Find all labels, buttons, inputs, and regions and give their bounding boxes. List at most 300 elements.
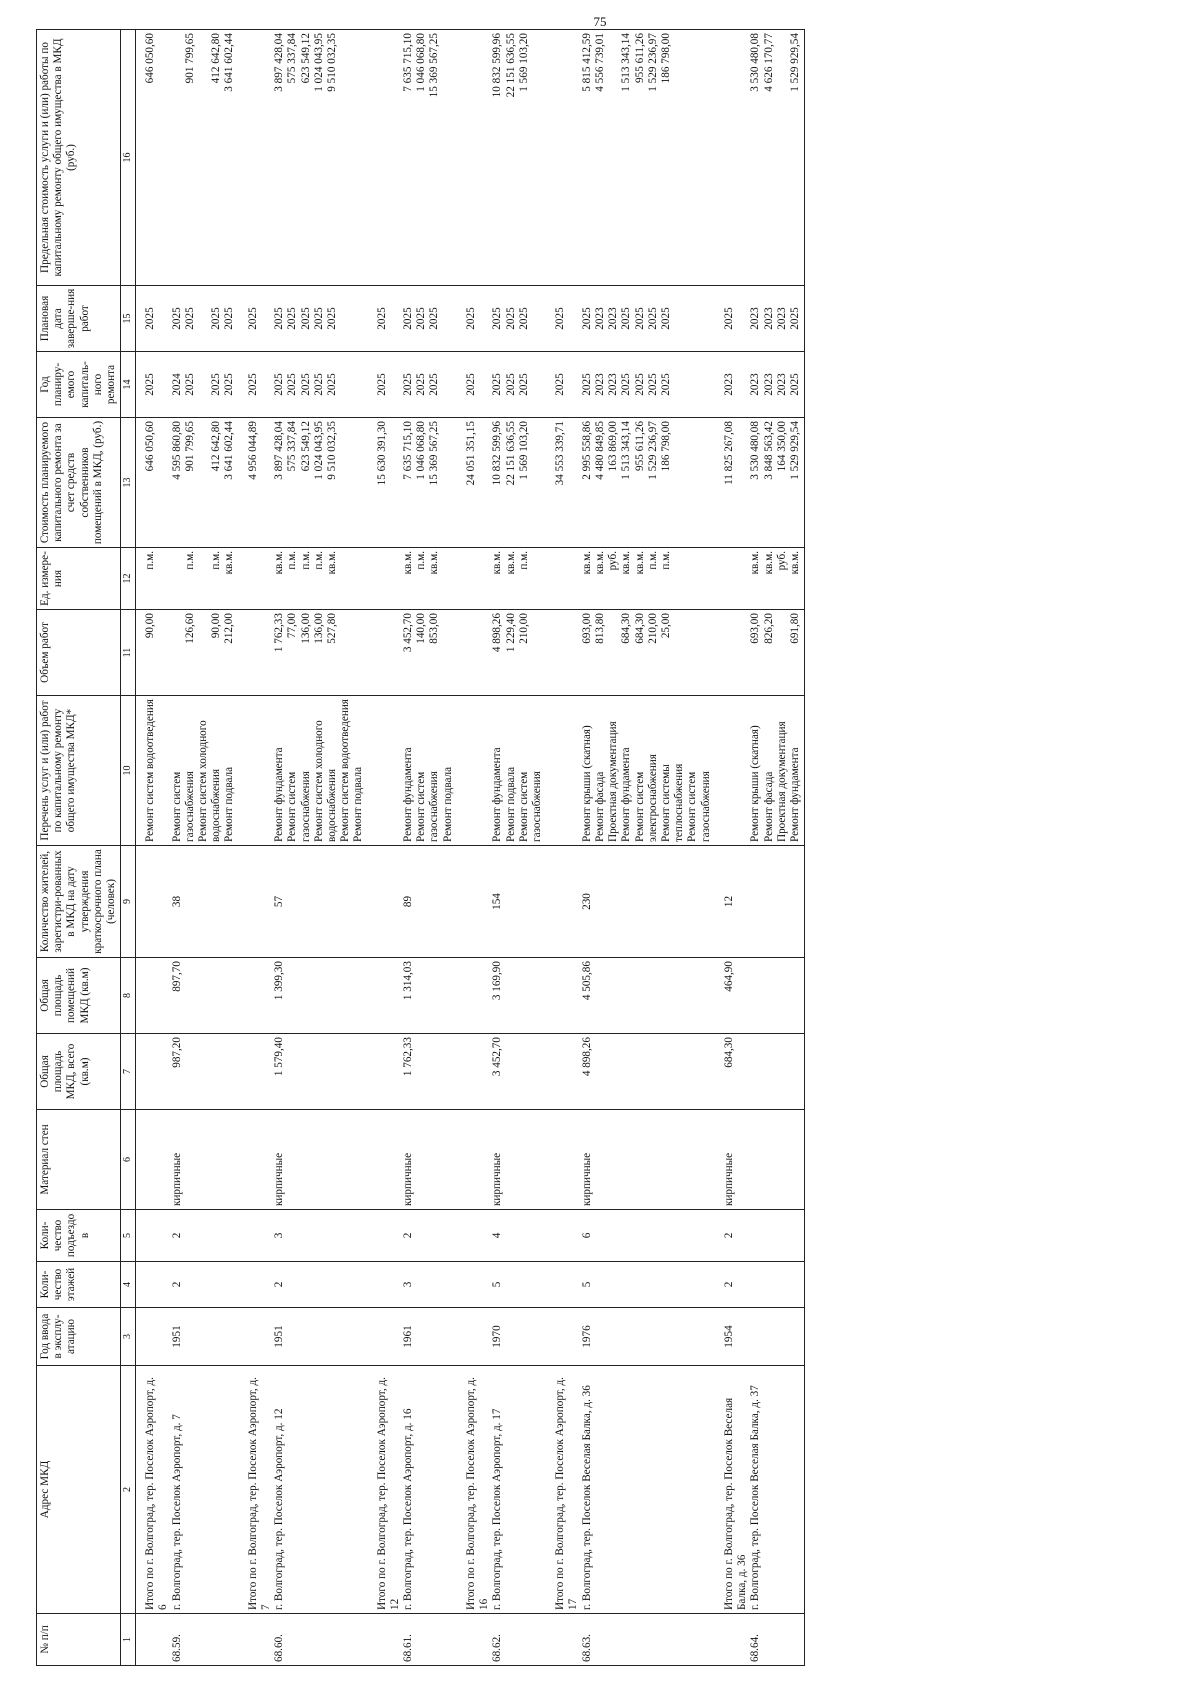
residents-cell <box>546 846 580 958</box>
completion-date: 2025 <box>210 307 223 330</box>
column-header: Общая площадь помещений МКД (кв.м) <box>37 958 121 1034</box>
completion-date: 2025 <box>183 307 196 330</box>
address-cell: Итого по г. Волгоград, тер. Поселок Аэропорт, д. 16 <box>457 1366 491 1614</box>
max-cost: 3 897 428,04 <box>273 33 286 92</box>
max-cost: 623 549,12 <box>299 33 312 84</box>
table-body <box>136 30 805 1666</box>
premises-area-cell: 1 399,30 <box>273 958 368 1034</box>
row-number-cell: 68.64. <box>749 1614 804 1666</box>
max-cost: 1 046 068,80 <box>415 33 428 92</box>
planned-cost-cell <box>402 418 457 548</box>
max-cost-cell <box>491 30 546 286</box>
table-row <box>581 30 715 1666</box>
work-volume <box>171 613 184 692</box>
works-list: Ремонт фундамента <box>273 747 286 842</box>
completion-date: 2023 <box>593 307 606 330</box>
work-volume: 212,00 <box>223 613 236 644</box>
completion-date: 2025 <box>580 307 593 330</box>
planned-cost: 3 897 428,04 <box>273 421 286 480</box>
repair-year: 2025 <box>491 373 504 396</box>
year-built-cell: 1951 <box>171 1308 239 1366</box>
address-cell: г. Волгоград, тер. Поселок Веселая Балка, д. 36 <box>581 1366 715 1614</box>
residents-cell <box>368 846 402 958</box>
entrances-cell <box>457 1210 491 1262</box>
work-volume: 853,00 <box>428 613 441 644</box>
total-row <box>546 30 580 1666</box>
row-number-cell <box>546 1614 580 1666</box>
works-list: Проектная документация <box>607 721 620 842</box>
completion-date-cell <box>402 286 457 352</box>
wall-material-cell: кирпичные <box>581 1110 715 1210</box>
repair-year: 2025 <box>273 373 286 396</box>
address-cell: Итого по г. Волгоград, тер. Поселок Аэропорт, д. 6 <box>136 1366 171 1614</box>
work-volume: 684,30 <box>620 613 633 644</box>
completion-date: 2025 <box>402 307 415 330</box>
entrances-cell: 3 <box>273 1210 368 1262</box>
max-cost-cell <box>273 30 368 286</box>
works-list-cell <box>273 696 368 846</box>
repair-year-cell <box>491 352 546 418</box>
repair-year-cell <box>457 352 491 418</box>
address-cell: Итого по г. Волгоград, тер. Поселок Веселая Балка, д. 36 <box>715 1366 749 1614</box>
rotated-table-wrapper <box>36 30 1164 1666</box>
unit: кв.м. <box>491 551 504 575</box>
residents-cell: 89 <box>402 846 457 958</box>
completion-date: 2025 <box>646 307 659 330</box>
works-list: Ремонт систем водоотведения <box>339 699 352 842</box>
column-number: 16 <box>121 30 136 286</box>
unit-cell <box>273 548 368 610</box>
completion-date: 2025 <box>246 307 259 330</box>
completion-date: 2025 <box>286 307 299 330</box>
floors-cell: 5 <box>491 1262 546 1308</box>
unit: п.м. <box>312 551 325 570</box>
address-cell: г. Волгоград, тер. Поселок Аэропорт, д. 12 <box>273 1366 368 1614</box>
repair-year: 2025 <box>504 373 517 396</box>
column-number: 5 <box>121 1210 136 1262</box>
completion-date: 2025 <box>633 307 646 330</box>
row-number-cell <box>136 1614 171 1666</box>
year-built-cell: 1954 <box>715 1308 749 1366</box>
max-cost-cell <box>136 30 171 286</box>
completion-date-cell <box>273 286 368 352</box>
planned-cost: 3 530 480,08 <box>749 421 762 480</box>
work-volume: 693,00 <box>749 613 762 644</box>
work-volume-cell <box>749 610 804 696</box>
total-area-cell <box>368 1034 402 1110</box>
repair-year: 2023 <box>607 373 620 396</box>
floors-cell <box>457 1262 491 1308</box>
address-cell: Итого по г. Волгоград, тер. Поселок Аэропорт, д. 17 <box>546 1366 580 1614</box>
unit: кв.м. <box>504 551 517 575</box>
column-number: 9 <box>121 846 136 958</box>
planned-cost: 164 350,00 <box>775 421 788 472</box>
unit: п.м. <box>286 551 299 570</box>
works-list-cell <box>546 696 580 846</box>
works-list-cell <box>715 696 749 846</box>
total-row <box>239 30 273 1666</box>
works-list: Ремонт фундамента <box>620 747 633 842</box>
year-built-cell <box>546 1308 580 1366</box>
work-volume: 25,00 <box>659 613 672 639</box>
works-list: Ремонт систем газоснабжения <box>686 771 712 842</box>
planned-cost-cell <box>491 418 546 548</box>
repair-year: 2025 <box>286 373 299 396</box>
planned-cost <box>197 421 210 544</box>
table-row <box>273 30 368 1666</box>
year-built-cell: 1976 <box>581 1308 715 1366</box>
completion-date: 2025 <box>554 307 567 330</box>
planned-cost-cell <box>171 418 239 548</box>
works-list-cell <box>581 696 715 846</box>
repair-year: 2025 <box>402 373 415 396</box>
planned-cost-cell <box>273 418 368 548</box>
works-list-cell <box>136 696 171 846</box>
total-area-cell: 987,20 <box>171 1034 239 1110</box>
total-area-cell: 1 762,33 <box>402 1034 457 1110</box>
completion-date: 2025 <box>223 307 236 330</box>
work-volume: 813,80 <box>593 613 606 644</box>
work-volume-cell <box>368 610 402 696</box>
premises-area-cell <box>457 958 491 1034</box>
completion-date-cell <box>368 286 402 352</box>
wall-material-cell <box>749 1110 804 1210</box>
max-cost: 15 369 567,25 <box>428 33 441 98</box>
planned-cost: 186 798,00 <box>659 421 672 472</box>
repair-year: 2025 <box>580 373 593 396</box>
completion-date: 2025 <box>428 307 441 330</box>
total-area-cell: 3 452,70 <box>491 1034 546 1110</box>
row-number-cell <box>239 1614 273 1666</box>
unit-cell <box>239 548 273 610</box>
works-list: Ремонт крыши (скатная) <box>749 725 762 842</box>
repair-year-cell <box>136 352 171 418</box>
works-list: Ремонт систем газоснабжения <box>170 771 196 842</box>
max-cost: 186 798,00 <box>659 33 672 84</box>
works-list-cell <box>171 696 239 846</box>
column-number: 15 <box>121 286 136 352</box>
repair-year: 2025 <box>223 373 236 396</box>
works-list: Проектная документация <box>775 721 788 842</box>
max-cost-cell <box>457 30 491 286</box>
planned-cost: 34 553 339,71 <box>554 421 567 486</box>
entrances-cell <box>749 1210 804 1262</box>
total-area-cell: 1 579,40 <box>273 1034 368 1110</box>
completion-date: 2025 <box>415 307 428 330</box>
repair-year <box>197 355 210 414</box>
completion-date-cell <box>749 286 804 352</box>
address-cell: г. Волгоград, тер. Поселок Аэропорт, д. 17 <box>491 1366 546 1614</box>
max-cost: 901 799,65 <box>183 33 196 84</box>
residents-cell <box>457 846 491 958</box>
work-volume: 826,20 <box>762 613 775 644</box>
completion-date: 2025 <box>788 307 801 330</box>
column-number: 11 <box>121 610 136 696</box>
column-number: 14 <box>121 352 136 418</box>
max-cost-cell <box>581 30 715 286</box>
works-list: Ремонт систем электроснабжения <box>633 754 659 842</box>
works-list: Ремонт крыши (скатная) <box>580 725 593 842</box>
residents-cell: 154 <box>491 846 546 958</box>
work-volume: 210,00 <box>646 613 659 644</box>
work-volume-cell <box>546 610 580 696</box>
column-header: Количество жителей, зарегистри-рованных в МКД на дату утверждения краткосрочного плана (человек) <box>37 846 121 958</box>
repair-year: 2025 <box>646 373 659 396</box>
total-row <box>457 30 491 1666</box>
planned-cost: 163 869,00 <box>607 421 620 472</box>
work-volume: 4 898,26 <box>491 613 504 653</box>
max-cost-cell <box>715 30 749 286</box>
max-cost-cell <box>546 30 580 286</box>
max-cost-cell <box>749 30 804 286</box>
table-row <box>402 30 457 1666</box>
premises-area-cell: 464,90 <box>715 958 749 1034</box>
total-area-cell <box>136 1034 171 1110</box>
total-area-cell: 4 898,26 <box>581 1034 715 1110</box>
max-cost: 9 510 032,35 <box>325 33 338 92</box>
completion-date-cell <box>546 286 580 352</box>
wall-material-cell <box>457 1110 491 1210</box>
max-cost <box>197 33 210 282</box>
residents-cell <box>749 846 804 958</box>
premises-area-cell <box>546 958 580 1034</box>
completion-date: 2025 <box>504 307 517 330</box>
wall-material-cell <box>136 1110 171 1210</box>
max-cost <box>607 33 620 282</box>
works-list: Ремонт подвала <box>223 766 236 842</box>
planned-cost: 3 848 563,42 <box>762 421 775 480</box>
repair-year-cell <box>749 352 804 418</box>
repair-year-cell <box>581 352 715 418</box>
work-volume: 210,00 <box>517 613 530 644</box>
premises-area-cell <box>368 958 402 1034</box>
max-cost <box>171 33 184 282</box>
completion-date: 2025 <box>312 307 325 330</box>
column-header: Коли-чество этажей <box>37 1262 121 1308</box>
unit: кв.м. <box>620 551 633 575</box>
planned-cost-cell <box>546 418 580 548</box>
repair-year: 2023 <box>762 373 775 396</box>
entrances-cell <box>239 1210 273 1262</box>
wall-material-cell <box>368 1110 402 1210</box>
max-cost: 1 569 103,20 <box>517 33 530 92</box>
entrances-cell: 2 <box>715 1210 749 1262</box>
repair-year: 2025 <box>428 373 441 396</box>
repair-year: 2025 <box>415 373 428 396</box>
repair-year: 2024 <box>170 373 183 396</box>
planned-cost: 1 569 103,20 <box>517 421 530 480</box>
unit: кв.м. <box>593 551 606 575</box>
unit-cell <box>457 548 491 610</box>
wall-material-cell: кирпичные <box>171 1110 239 1210</box>
page-number: 75 <box>593 14 607 29</box>
planned-cost: 10 832 599,96 <box>491 421 504 486</box>
floors-cell <box>546 1262 580 1308</box>
column-header: Адрес МКД <box>37 1366 121 1614</box>
unit: п.м. <box>210 551 223 570</box>
planned-cost-cell <box>581 418 715 548</box>
unit-cell <box>368 548 402 610</box>
max-cost: 1 529 236,97 <box>646 33 659 92</box>
works-list: Ремонт систем холодного водоснабжения <box>196 720 223 842</box>
completion-date-cell <box>136 286 171 352</box>
wall-material-cell: кирпичные <box>491 1110 546 1210</box>
unit: п.м. <box>299 551 312 570</box>
row-number-cell <box>368 1614 402 1666</box>
max-cost: 412 642,80 <box>210 33 223 84</box>
year-built-cell <box>457 1308 491 1366</box>
row-number-cell: 68.60. <box>273 1614 368 1666</box>
work-volume-cell <box>715 610 749 696</box>
max-cost: 575 337,84 <box>286 33 299 84</box>
work-volume-cell <box>457 610 491 696</box>
repair-year: 2025 <box>246 373 259 396</box>
repair-year-cell <box>715 352 749 418</box>
max-cost: 4 626 170,77 <box>762 33 775 92</box>
planned-cost: 1 529 236,97 <box>646 421 659 480</box>
unit <box>171 551 184 606</box>
completion-date: 2025 <box>144 307 157 330</box>
completion-date-cell <box>581 286 715 352</box>
works-list: Ремонт подвала <box>441 766 454 842</box>
row-number-cell: 68.61. <box>402 1614 457 1666</box>
unit: руб. <box>775 551 788 571</box>
unit: п.м. <box>144 551 157 570</box>
planned-cost: 15 630 391,30 <box>375 421 388 486</box>
work-volume: 90,00 <box>210 613 223 639</box>
wall-material-cell: кирпичные <box>402 1110 457 1210</box>
column-number: 2 <box>121 1366 136 1614</box>
residents-cell <box>136 846 171 958</box>
work-volume: 691,80 <box>788 613 801 644</box>
entrances-cell <box>368 1210 402 1262</box>
repair-year-cell <box>171 352 239 418</box>
planned-cost: 1 513 343,14 <box>620 421 633 480</box>
work-volume <box>776 613 789 692</box>
works-list: Ремонт систем газоснабжения <box>415 771 441 842</box>
repair-year: 2023 <box>775 373 788 396</box>
planned-cost: 2 995 558,86 <box>580 421 593 480</box>
planned-cost: 9 510 032,35 <box>325 421 338 480</box>
unit: кв.м. <box>633 551 646 575</box>
planned-cost: 1 024 043,95 <box>312 421 325 480</box>
unit-cell <box>715 548 749 610</box>
column-header: № п/п <box>37 1614 121 1666</box>
column-number: 12 <box>121 548 136 610</box>
works-list: Ремонт систем холодного водоснабжения <box>312 720 338 842</box>
unit: руб. <box>607 551 620 571</box>
residents-cell: 38 <box>171 846 239 958</box>
repair-year: 2025 <box>210 373 223 396</box>
column-header: Общая площадь МКД, всего (кв.м) <box>37 1034 121 1110</box>
repair-year: 2023 <box>593 373 606 396</box>
column-number: 3 <box>121 1308 136 1366</box>
max-cost: 1 513 343,14 <box>620 33 633 92</box>
unit: п.м. <box>183 551 196 570</box>
premises-area-cell <box>239 958 273 1034</box>
repair-year: 2025 <box>633 373 646 396</box>
works-list: Ремонт систем газоснабжения <box>286 771 312 842</box>
total-area-cell: 684,30 <box>715 1034 749 1110</box>
year-built-cell <box>368 1308 402 1366</box>
unit: кв.м. <box>762 551 775 575</box>
column-header: Перечень услуг и (или) работ по капитальному ремонту общего имущества МКД* <box>37 696 121 846</box>
max-cost: 7 635 715,10 <box>402 33 415 92</box>
repair-year: 2025 <box>375 373 388 396</box>
planned-cost-cell <box>136 418 171 548</box>
floors-cell: 3 <box>402 1262 457 1308</box>
column-header: Год планиру-емого капиталь-ного ремонта <box>37 352 121 418</box>
planned-cost-cell <box>239 418 273 548</box>
unit: кв.м. <box>223 551 236 575</box>
column-number: 8 <box>121 958 136 1034</box>
unit: п.м. <box>646 551 659 570</box>
premises-area-cell: 897,70 <box>171 958 239 1034</box>
repair-year: 2025 <box>325 373 338 396</box>
work-volume: 136,00 <box>312 613 325 644</box>
entrances-cell <box>136 1210 171 1262</box>
completion-date: 2025 <box>722 307 735 330</box>
address-cell: г. Волгоград, тер. Поселок Аэропорт, д. 16 <box>402 1366 457 1614</box>
planned-cost: 1 046 068,80 <box>415 421 428 480</box>
completion-date: 2025 <box>620 307 633 330</box>
max-cost: 10 832 599,96 <box>491 33 504 98</box>
repair-plan-table <box>36 29 805 1666</box>
unit: кв.м. <box>788 551 801 575</box>
residents-cell: 230 <box>581 846 715 958</box>
column-header: Ед. измере-ния <box>37 548 121 610</box>
work-volume: 77,00 <box>286 613 299 639</box>
row-number-cell <box>457 1614 491 1666</box>
work-volume <box>197 613 210 692</box>
work-volume: 693,00 <box>580 613 593 644</box>
max-cost: 955 611,26 <box>633 33 646 83</box>
max-cost: 646 050,60 <box>144 33 157 84</box>
max-cost-cell <box>239 30 273 286</box>
floors-cell <box>239 1262 273 1308</box>
max-cost <box>776 33 789 282</box>
wall-material-cell: кирпичные <box>273 1110 368 1210</box>
floors-cell: 2 <box>171 1262 239 1308</box>
row-number-cell: 68.63. <box>581 1614 715 1666</box>
column-header: Плановая дата заверше-ния работ <box>37 286 121 352</box>
planned-cost: 575 337,84 <box>286 421 299 472</box>
column-number: 1 <box>121 1614 136 1666</box>
repair-year-cell <box>402 352 457 418</box>
completion-date: 2025 <box>517 307 530 330</box>
unit: п.м. <box>517 551 530 570</box>
max-cost: 4 556 739,01 <box>593 33 606 92</box>
floors-cell <box>368 1262 402 1308</box>
completion-date: 2025 <box>375 307 388 330</box>
planned-cost-cell <box>749 418 804 548</box>
total-area-cell <box>239 1034 273 1110</box>
premises-area-cell: 1 314,03 <box>402 958 457 1034</box>
repair-year: 2025 <box>299 373 312 396</box>
planned-cost: 901 799,65 <box>183 421 196 472</box>
planned-cost: 4 480 849,85 <box>593 421 606 480</box>
planned-cost-cell <box>715 418 749 548</box>
unit <box>197 551 210 606</box>
column-number-row <box>121 30 136 1666</box>
works-list-cell <box>368 696 402 846</box>
floors-cell: 2 <box>715 1262 749 1308</box>
repair-year: 2025 <box>659 373 672 396</box>
total-area-cell <box>546 1034 580 1110</box>
works-list-cell <box>491 696 546 846</box>
planned-cost: 4 956 044,89 <box>246 421 259 480</box>
works-list-cell <box>749 696 804 846</box>
